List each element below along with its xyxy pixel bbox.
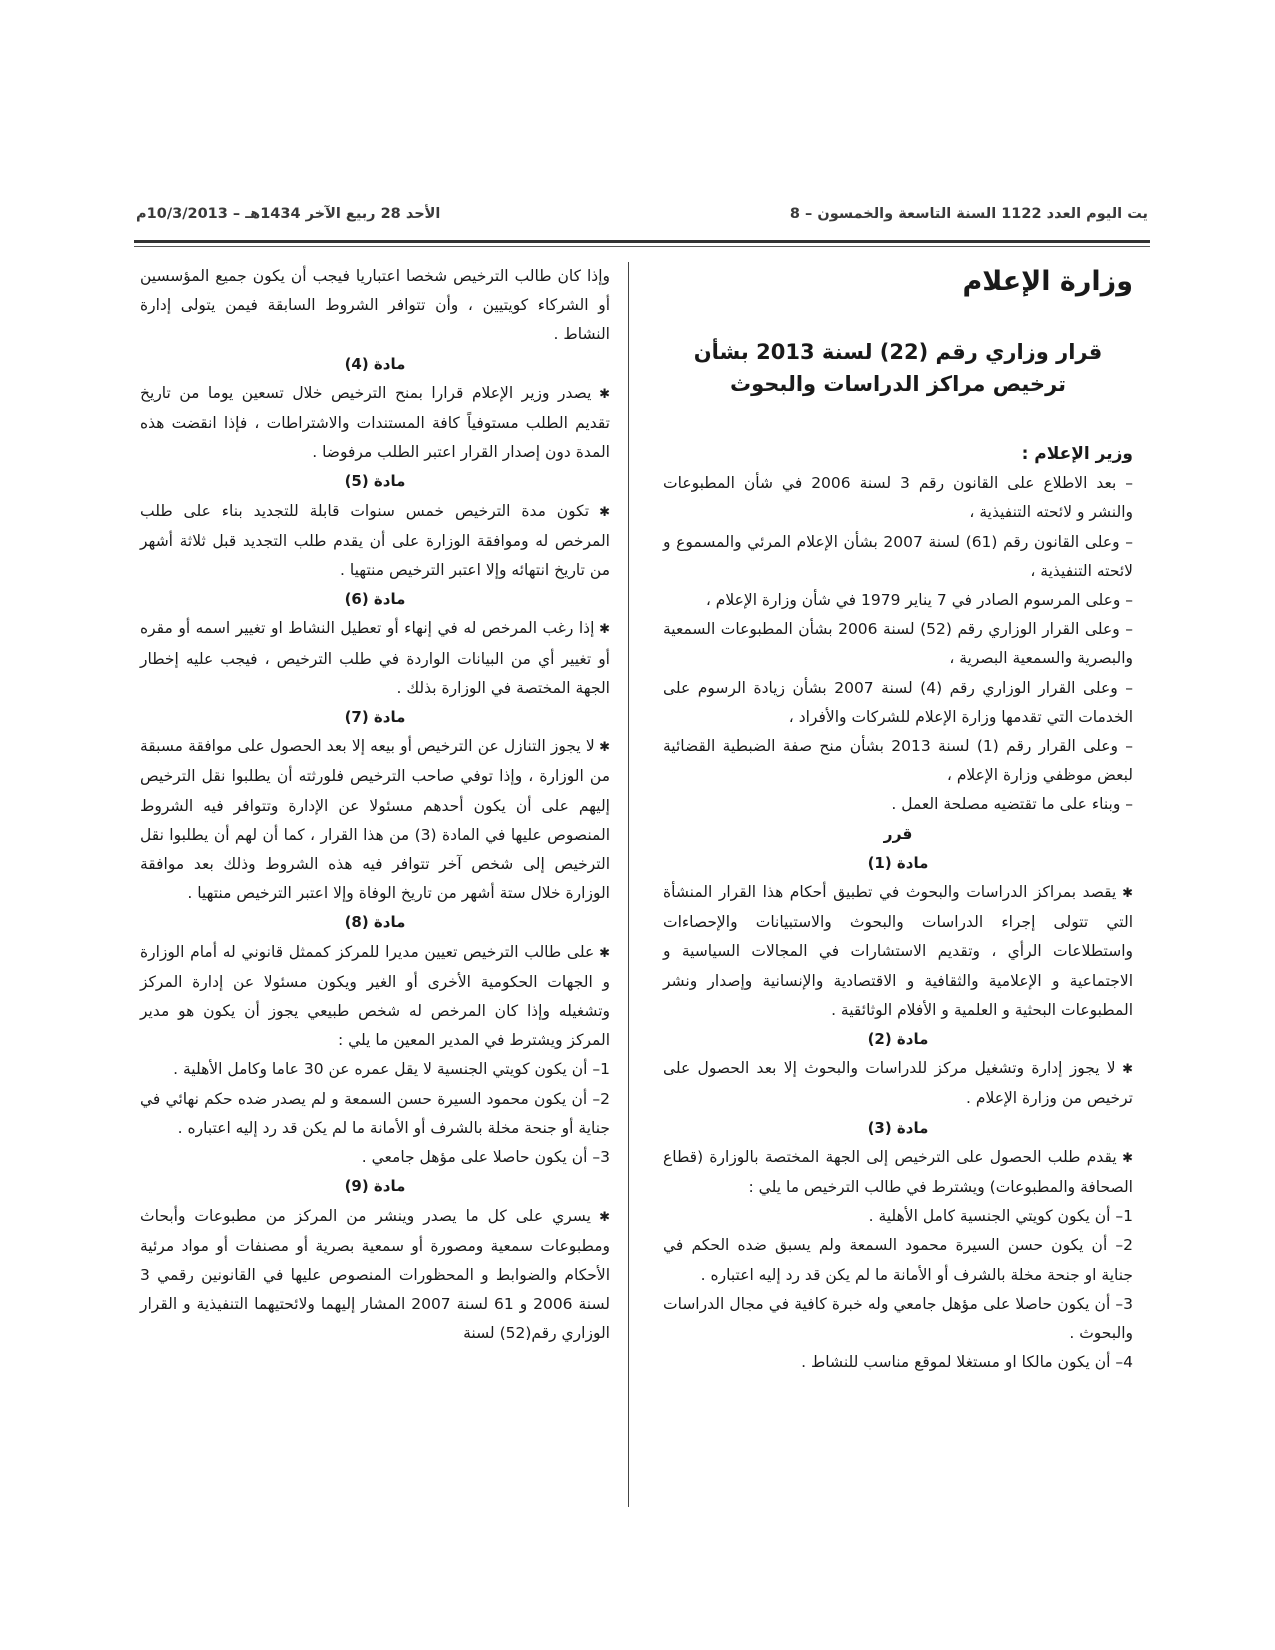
condition-item: 2– أن يكون حسن السيرة محمود السمعة ولم يسبق ضده الحكم في جناية او جنحة مخلة بالشرف أو الأمانة ما لم يكن قد رد إليه اعتباره . — [663, 1236, 1133, 1284]
right-column — [663, 262, 1133, 1378]
article-heading: مادة (8) — [344, 913, 406, 932]
header-rule — [134, 240, 1150, 243]
article-heading: مادة (1) — [867, 853, 929, 872]
article-heading: مادة (7) — [344, 708, 406, 727]
article-text: ✱ يقدم طلب الحصول على الترخيص إلى الجهة المختصة بالوزارة (قطاع الصحافة والمطبوعات) ويشترط في طالب الترخيص ما يلي : — [663, 1147, 1133, 1197]
bullet-icon: ✱ — [590, 1209, 610, 1225]
decree-title-line2: ترخيص مراكز الدراسات والبحوث — [729, 372, 1067, 396]
left-column — [140, 262, 610, 1349]
article-text: ✱ يقصد بمراكز الدراسات والبحوث في تطبيق أحكام هذا القرار المنشأة التي تتولى إجراء الدراسات والبحوث والاستبيانات والإحصاءات واستطلاعات الرأي ، وتقديم الاستشارات في المجالات السياسية و الاجتماعية و الإعلامية والثقافية و الاقتصادية والإنسانية وإصدار ونشر المطبوعات البحثية و العلمية و الأفلام الوثائقية . — [663, 883, 1133, 1019]
article-heading: مادة (3) — [867, 1118, 929, 1137]
bullet-icon: ✱ — [594, 945, 610, 961]
preamble-item: – وبناء على ما تقتضيه مصلحة العمل . — [891, 795, 1133, 814]
bullet-icon: ✱ — [1115, 1062, 1133, 1078]
article-text: ✱ يسري على كل ما يصدر وينشر من المركز من مطبوعات وأبحاث ومطبوعات سمعية ومصورة أو سمعية بصرية أو مصنفات أو مواد مرئية الأحكام والضوابط و المحظورات المنصوص عليها في القانونين رقمي 3 لسنة 2006 و 61 لسنة 2007 المشار إليهما ولائحتيهما التنفيذية و القرار الوزاري رقم(52) لسنة — [140, 1206, 610, 1343]
article-heading: مادة (9) — [344, 1177, 406, 1196]
preamble-item: – وعلى القرار رقم (1) لسنة 2013 بشأن منح صفة الضبطية القضائية لبعض موظفي وزارة الإعلام ، — [663, 737, 1133, 785]
preamble-item: – وعلى القرار الوزاري رقم (52) لسنة 2006 بشأن المطبوعات السمعية والبصرية والسمعية البصرية ، — [663, 620, 1133, 668]
header-issue-info: يت اليوم العدد 1122 السنة التاسعة والخمسون – 8 — [789, 206, 1148, 222]
article-text: ✱ تكون مدة الترخيص خمس سنوات قابلة للتجديد بناء على طلب المرخص له وموافقة الوزارة على أن يقدم طلب التجديد قبل ثلاثة أشهر من تاريخ انتهائه وإلا اعتبر الترخيص منتهيا . — [140, 501, 610, 580]
decree-title-line1: قرار وزاري رقم (22) لسنة 2013 بشأن — [693, 340, 1103, 364]
bullet-icon: ✱ — [591, 386, 610, 402]
article-text: ✱ إذا رغب المرخص له في إنهاء أو تعطيل النشاط او تغيير اسمه أو مقره أو تغيير أي من البيانات الواردة في طلب الترخيص ، فيجب عليه إخطار الجهة المختصة في الوزارة بذلك . — [140, 619, 610, 697]
continuation-text: وإذا كان طالب الترخيص شخصا اعتباريا فيجب أن يكون جميع المؤسسين أو الشركاء كويتيين ، وأن تتوافر الشروط السابقة فيمن يتولى إدارة النشاط . — [140, 267, 610, 344]
article-heading: مادة (6) — [344, 590, 406, 609]
preamble-item: – وعلى القرار الوزاري رقم (4) لسنة 2007 بشأن زيادة الرسوم على الخدمات التي تقدمها وزارة الإعلام للشركات والأفراد ، — [663, 678, 1133, 726]
condition-item: 1– أن يكون كويتي الجنسية لا يقل عمره عن 30 عاما وكامل الأهلية . — [173, 1060, 610, 1079]
preamble-item: – بعد الاطلاع على القانون رقم 3 لسنة 2006 في شأن المطبوعات والنشر و لائحته التنفيذية ، — [663, 474, 1133, 522]
ministry-title: وزارة الإعلام — [962, 266, 1133, 297]
preamble-item: – وعلى القانون رقم (61) لسنة 2007 بشأن الإعلام المرئي والمسموع و لائحته التنفيذية ، — [663, 532, 1134, 580]
article-text: ✱ لا يجوز إدارة وتشغيل مركز للدراسات والبحوث إلا بعد الحصول على ترخيص من وزارة الإعلام . — [663, 1059, 1133, 1108]
article-heading: مادة (4) — [344, 354, 406, 373]
preamble-item: – وعلى المرسوم الصادر في 7 يناير 1979 في شأن وزارة الإعلام ، — [705, 591, 1133, 610]
minister-label: وزير الإعلام : — [1021, 444, 1133, 464]
condition-item: 3– أن يكون حاصلا على مؤهل جامعي وله خبرة كافية في مجال الدراسات والبحوث . — [663, 1294, 1133, 1343]
bullet-icon: ✱ — [1116, 886, 1133, 902]
bullet-icon: ✱ — [594, 622, 610, 638]
article-heading: مادة (5) — [344, 472, 406, 491]
article-text: ✱ على طالب الترخيص تعيين مديرا للمركز كممثل قانوني له أمام الوزارة و الجهات الحكومية الأخرى أو الغير ويكون مسئولا عن إدارة المركز وتشغيله وإذا كان المرخص له شخص طبيعي يجوز أن يكون هو مدير المركز ويشترط في المدير المعين ما يلي : — [140, 942, 610, 1050]
column-divider — [628, 262, 629, 1507]
bullet-icon: ✱ — [1116, 1150, 1133, 1166]
article-heading: مادة (2) — [867, 1030, 929, 1049]
decided-label: قرر — [883, 824, 913, 843]
running-header — [136, 206, 1148, 222]
decree-title — [663, 336, 1133, 400]
header-date: الأحد 28 ربيع الآخر 1434هـ – 10/3/2013م — [136, 206, 441, 222]
condition-item: 2– أن يكون محمود السيرة حسن السمعة و لم يصدر ضده حكم نهائي في جناية أو جنحة مخلة بالشرف أو الأمانة ما لم يكن قد رد إليه اعتباره . — [140, 1089, 610, 1137]
condition-item: 4– أن يكون مالكا او مستغلا لموقع مناسب للنشاط . — [801, 1353, 1133, 1372]
article-text: ✱ يصدر وزير الإعلام قرارا بمنح الترخيص خلال تسعين يوما من تاريخ تقديم الطلب مستوفياً كافة المستندات والاشتراطات ، فإذا انقضت هذه المدة دون إصدار القرار اعتبر الطلب مرفوضا . — [140, 383, 610, 462]
condition-item: 1– أن يكون كويتي الجنسية كامل الأهلية . — [868, 1207, 1133, 1226]
condition-item: 3– أن يكون حاصلا على مؤهل جامعي . — [361, 1148, 610, 1167]
bullet-icon: ✱ — [589, 504, 610, 520]
article-text: ✱ لا يجوز التنازل عن الترخيص أو بيعه إلا بعد الحصول على موافقة مسبقة من الوزارة ، وإذا توفي صاحب الترخيص فلورثته أن يطلبوا نقل الترخيص إليهم على أن يكون أحدهم مسئولا عن الإدارة وتتوافر فيه الشروط المنصوص عليها في المادة (3) من هذا القرار ، كما أن لهم أن يطلبوا نقل الترخيص إلى شخص آخر تتوافر فيه هذه الشروط وذلك بعد موافقة الوزارة خلال ستة أشهر من تاريخ الوفاة وإلا اعتبر الترخيص منتهيا . — [140, 737, 610, 903]
bullet-icon: ✱ — [594, 740, 610, 756]
